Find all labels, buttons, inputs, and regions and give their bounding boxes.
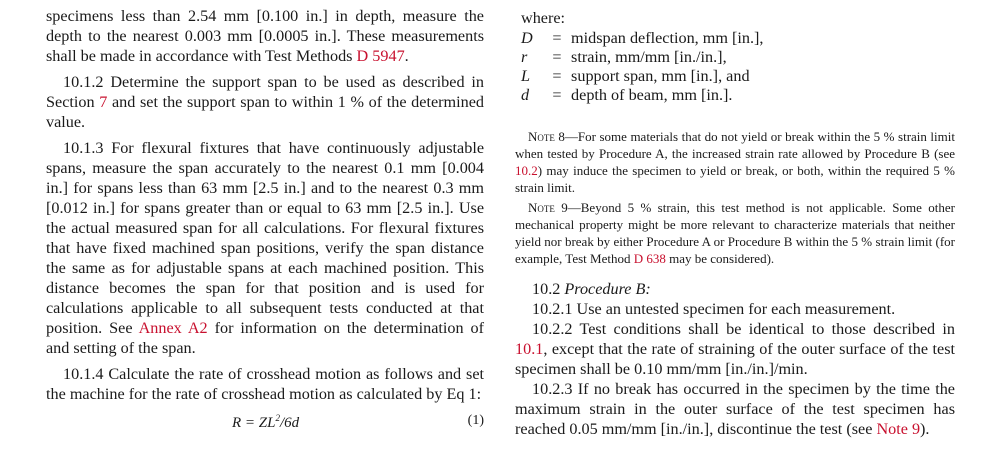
- note-9: Note 9—Beyond 5 % strain, this test method is not applicable. Some other mechanical property might be more relevant to characterize materials that neither yield nor break by either Procedure A or Procedure B within the 5 % strain limit (for example, Test Method D 638 may be considered).: [515, 200, 955, 266]
- left-column: [46, 6, 484, 435]
- link-annex-a2[interactable]: Annex A2: [138, 319, 208, 337]
- right-column: [515, 8, 955, 439]
- link-section-7[interactable]: 7: [99, 93, 108, 111]
- variable-row: r = strain, mm/mm [in./in.],: [521, 48, 727, 66]
- paragraph-10-1-4: 10.1.4 Calculate the rate of crosshead motion as follows and set the machine for the rate of crosshead motion as calculated by Eq 1:: [46, 365, 484, 403]
- equation-expression: $R = ZL^2/6d$: [232, 413, 300, 431]
- paragraph-10-2-1: 10.2.1 Use an untested specimen for each measurement.: [532, 300, 896, 318]
- paragraph-10-1-3: 10.1.3 For flexural fixtures that have continuously adjustable spans, measure the span accurately to the nearest 0.1 mm [0.004 in.] for spans less than 63 mm [2.5 in.] and to the nearest 0.3 mm [0.012 in.] for spans greater than or equal to 63 mm [2.5 in.]. Use the actual measured span for all calculations. For flexural fixtures that have fixed machined span positions, verify the span distance the same as for adjustable spans at each machined position. This distance becomes the span for that position and is used for calculations applicable to all subsequent tests conducted at that position. See Annex A2 for information on the determination of and setting of the span.: [46, 139, 485, 357]
- note-8: Note 8—For some materials that do not yield or break within the 5 % strain limit when tested by Procedure A, the increased strain rate allowed by Procedure B (see 10.2) may induce the specimen to yield or break, or both, within the required 5 % strain limit.: [515, 129, 955, 195]
- paragraph-10-2-2: 10.2.2 Test conditions shall be identical to those described in 10.1, except that the rate of straining of the outer surface of the test specimen shall be 0.10 mm/mm [in./in.]/min.: [515, 320, 955, 378]
- variable-row: d = depth of beam, mm [in.].: [521, 86, 733, 104]
- variable-list: [515, 29, 955, 105]
- link-10-1[interactable]: 10.1: [515, 340, 544, 358]
- link-d638[interactable]: D 638: [633, 251, 666, 266]
- variable-row: L = support span, mm [in.], and: [521, 67, 750, 85]
- where-label: where:: [521, 9, 566, 27]
- link-note-9[interactable]: Note 9: [876, 420, 921, 438]
- paragraph-10-2-3: 10.2.3 If no break has occurred in the specimen by the time the maximum strain in the outer surface of the test specimen has reached 0.05 mm/mm [in./in.], discontinue the test (see Note 9).: [515, 380, 955, 438]
- paragraph-10-1-1-continued: specimens less than 2.54 mm [0.100 in.] in depth, measure the depth to the nearest 0.003 mm [0.0005 in.]. These measurements shall be made in accordance with Test Methods D 5947.: [46, 7, 484, 65]
- link-10-2[interactable]: 10.2: [515, 163, 538, 178]
- procedure-b-heading: 10.2 Procedure B:: [532, 280, 651, 298]
- link-d5947[interactable]: D 5947: [356, 47, 405, 65]
- paragraph-10-1-2: 10.1.2 Determine the support span to be used as described in Section 7 and set the support span to within 1 % of the determined value.: [46, 73, 484, 131]
- variable-row: D = midspan deflection, mm [in.],: [521, 29, 764, 47]
- equation-1: [46, 413, 484, 435]
- equation-number: (1): [467, 413, 484, 428]
